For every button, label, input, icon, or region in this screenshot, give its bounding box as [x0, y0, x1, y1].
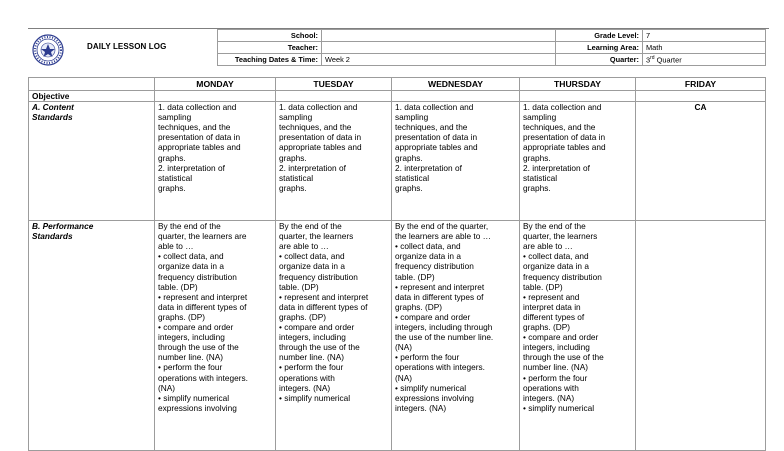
grade-level-label: Grade Level: — [556, 30, 643, 42]
content-standards-wednesday[interactable]: 1. data collection and sampling techniques, and the presentation of data in appropriate tables and graphs. 2. interpretation of statistical graphs. — [392, 102, 520, 221]
objective-label: Objective — [29, 91, 155, 102]
performance-standards-tuesday[interactable]: By the end of the quarter, the learners are able to … • collect data, and organize data in a frequency distribution table. (DP) • represent and interpret data in different types of graphs. (DP) • compare and order integers, including through the use of the number line. (NA) • perform the four operations with integers. (NA) • simplify numerical — [276, 221, 392, 451]
day-friday: FRIDAY — [636, 78, 766, 91]
content-standards-monday[interactable]: 1. data collection and sampling techniques, and the presentation of data in appropriate tables and graphs. 2. interpretation of statistical graphs. — [155, 102, 276, 221]
quarter-field[interactable] — [643, 54, 766, 66]
learning-area-field[interactable]: Math — [643, 42, 766, 54]
day-wednesday: WEDNESDAY — [392, 78, 520, 91]
performance-standards-thursday[interactable]: By the end of the quarter, the learners are able to … • collect data, and organize data in a frequency distribution table. (DP) • represent and interpret data in different types of graphs. (DP) • compare and order integers, including through the use of the number line. (NA) • perform the four operations with integers. (NA) • simplify numerical — [520, 221, 636, 451]
content-standards-row — [29, 102, 766, 221]
content-standards-tuesday[interactable]: 1. data collection and sampling techniques, and the presentation of data in appropriate tables and graphs. 2. interpretation of statistical graphs. — [276, 102, 392, 221]
content-standards-label: A. Content Standards — [29, 102, 155, 221]
content-standards-friday[interactable]: CA — [636, 102, 766, 221]
performance-standards-label: B. Performance Standards — [29, 221, 155, 451]
content-standards-thursday[interactable]: 1. data collection and sampling techniques, and the presentation of data in appropriate tables and graphs. 2. interpretation of statistical graphs. — [520, 102, 636, 221]
quarter-word: Quarter — [654, 55, 682, 65]
objective-cell — [520, 91, 636, 102]
performance-standards-wednesday[interactable]: By the end of the quarter, the learners are able to … • collect data, and organize data in a frequency distribution table. (DP) • represent and interpret data in different types of graphs. (DP) • compare and order integers, including through the use of the number line. (NA) • perform the four operations with integers. (NA) • simplify numerical expressions involving integers. (NA) — [392, 221, 520, 451]
day-thursday: THURSDAY — [520, 78, 636, 91]
objective-cell — [276, 91, 392, 102]
day-header-row — [29, 78, 766, 91]
performance-standards-friday[interactable] — [636, 221, 766, 451]
teaching-dates-field[interactable]: Week 2 — [322, 54, 556, 66]
objective-cell — [155, 91, 276, 102]
learning-area-label: Learning Area: — [556, 42, 643, 54]
deped-seal-logo — [31, 34, 65, 66]
document-title: DAILY LESSON LOG — [87, 42, 167, 51]
quarter-suffix: rd — [650, 54, 655, 61]
performance-standards-monday[interactable]: By the end of the quarter, the learners are able to … • collect data, and organize data in a frequency distribution table. (DP) • represent and interpret data in different types of graphs. (DP) • compare and order integers, including through the use of the number line. (NA) • perform the four operations with integers. (NA) • simplify numerical expressions involving — [155, 221, 276, 451]
day-tuesday: TUESDAY — [276, 78, 392, 91]
objective-row — [29, 91, 766, 102]
grade-level-field[interactable]: 7 — [643, 30, 766, 42]
teacher-field[interactable] — [322, 42, 556, 54]
objective-cell — [392, 91, 520, 102]
lesson-log-table — [28, 77, 766, 451]
quarter-number: 3 — [646, 55, 651, 65]
corner-cell — [29, 78, 155, 91]
teacher-label: Teacher: — [218, 42, 322, 54]
school-field[interactable] — [322, 30, 556, 42]
header-info-table — [217, 29, 766, 66]
day-monday: MONDAY — [155, 78, 276, 91]
performance-standards-row — [29, 221, 766, 451]
objective-cell — [636, 91, 766, 102]
teaching-dates-label: Teaching Dates & Time: — [218, 54, 322, 66]
quarter-label: Quarter: — [556, 54, 643, 66]
school-label: School: — [218, 30, 322, 42]
